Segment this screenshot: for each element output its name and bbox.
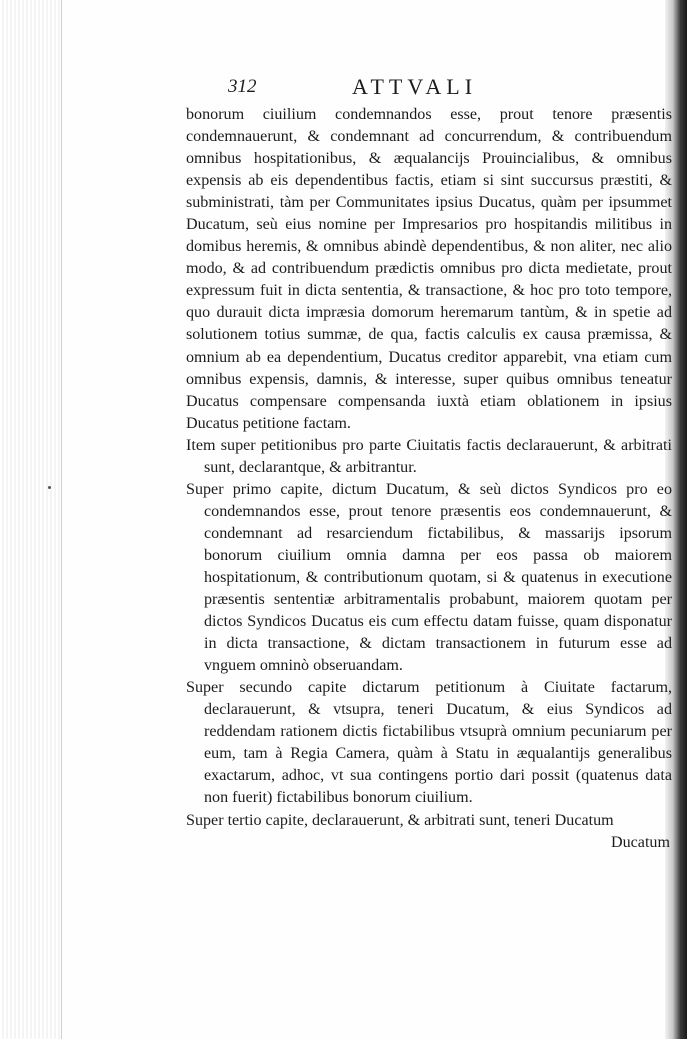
paragraph: Super tertio capite, declarauerunt, & arbitrati sunt, teneri Ducatum xyxy=(186,811,614,829)
page-header xyxy=(228,74,668,104)
paragraph: Item super petitionibus pro parte Ciuitatis factis declarauerunt, & arbitrati sunt, declarantque, & arbitrantur. xyxy=(186,436,672,476)
book-page xyxy=(62,0,672,1039)
ink-speck xyxy=(48,486,51,489)
paragraph: bonorum ciuilium condemnandos esse, prout tenore præsentis condemnauerunt, & condemnant ad concurrendum, & contribuendum omnibus hospitationibus, & æqualancijs Prouincialibus, & omnibus expensis ab eis dependentibus factis, etiam si sint succursus præstiti, & subministrati, tàm per Communitates ipsius Ducatus, quàm per ipsummet Ducatum, seù eius nomine per Impresarios pro hospitandis militibus in domibus heremis, & omnibus abindè dependentibus, & non aliter, nec alio modo, & ad contribuendum prædictis omnibus pro dicta medietate, prout expressum fuit in dicta sententia, & transactione, & hoc pro toto tempore, quo durauit dicta impræsia domorum heremarum tantùm, & in spetie ad solutionem totius summæ, de qua, factis calculis ex causa præmissa, & omnium ab ea dependentium, Ducatus creditor apparebit, vna etiam cum omnibus expensis, damnis, & interesse, super quibus omnibus teneatur Ducatus compensare compensanda iuxtà etiam oblationem in ipsius Ducatus petitione factam. xyxy=(186,106,672,432)
paragraph: Super primo capite, dictum Ducatum, & seù dictos Syndicos pro eo condemnandos esse, prout tenore præsentis eos condemnauerunt, & condemnant ad resarciendum fictabilibus, & massarijs ipsorum bonorum ciuilium omnia damna per eos passa ob maiorem hospitationum, & contributionum quotam, si & quatenus in executione præsentis sententiæ arbitramentalis probabunt, maiorem quotam per dictos Syndicos Ducatus eis cum effectu datam fuisse, quam disponatur in dicta transactione, & dictam transactionem in futurum esse ad vnguem omninò obseruandam. xyxy=(186,480,672,675)
page-number: 312 xyxy=(228,76,257,97)
paragraph: Super secundo capite dictarum petitionum à Ciuitate factarum, declarauerunt, & vtsupra, teneri Ducatum, & eius Syndicos ad reddendam rationem dictis fictabilibus vtsuprà omnium pecuniarum per eum, tam à Regia Camera, quàm à Statu in æqualantijs generalibus exactarum, adhoc, vt sua contingens portio dari possit (quatenus data non fuerit) fictabilibus bonorum ciuilium. xyxy=(186,679,672,807)
running-title: ATTVALI xyxy=(352,74,478,99)
page-edges xyxy=(0,0,62,1039)
catchword: Ducatum xyxy=(611,833,670,851)
body-text xyxy=(186,104,672,854)
